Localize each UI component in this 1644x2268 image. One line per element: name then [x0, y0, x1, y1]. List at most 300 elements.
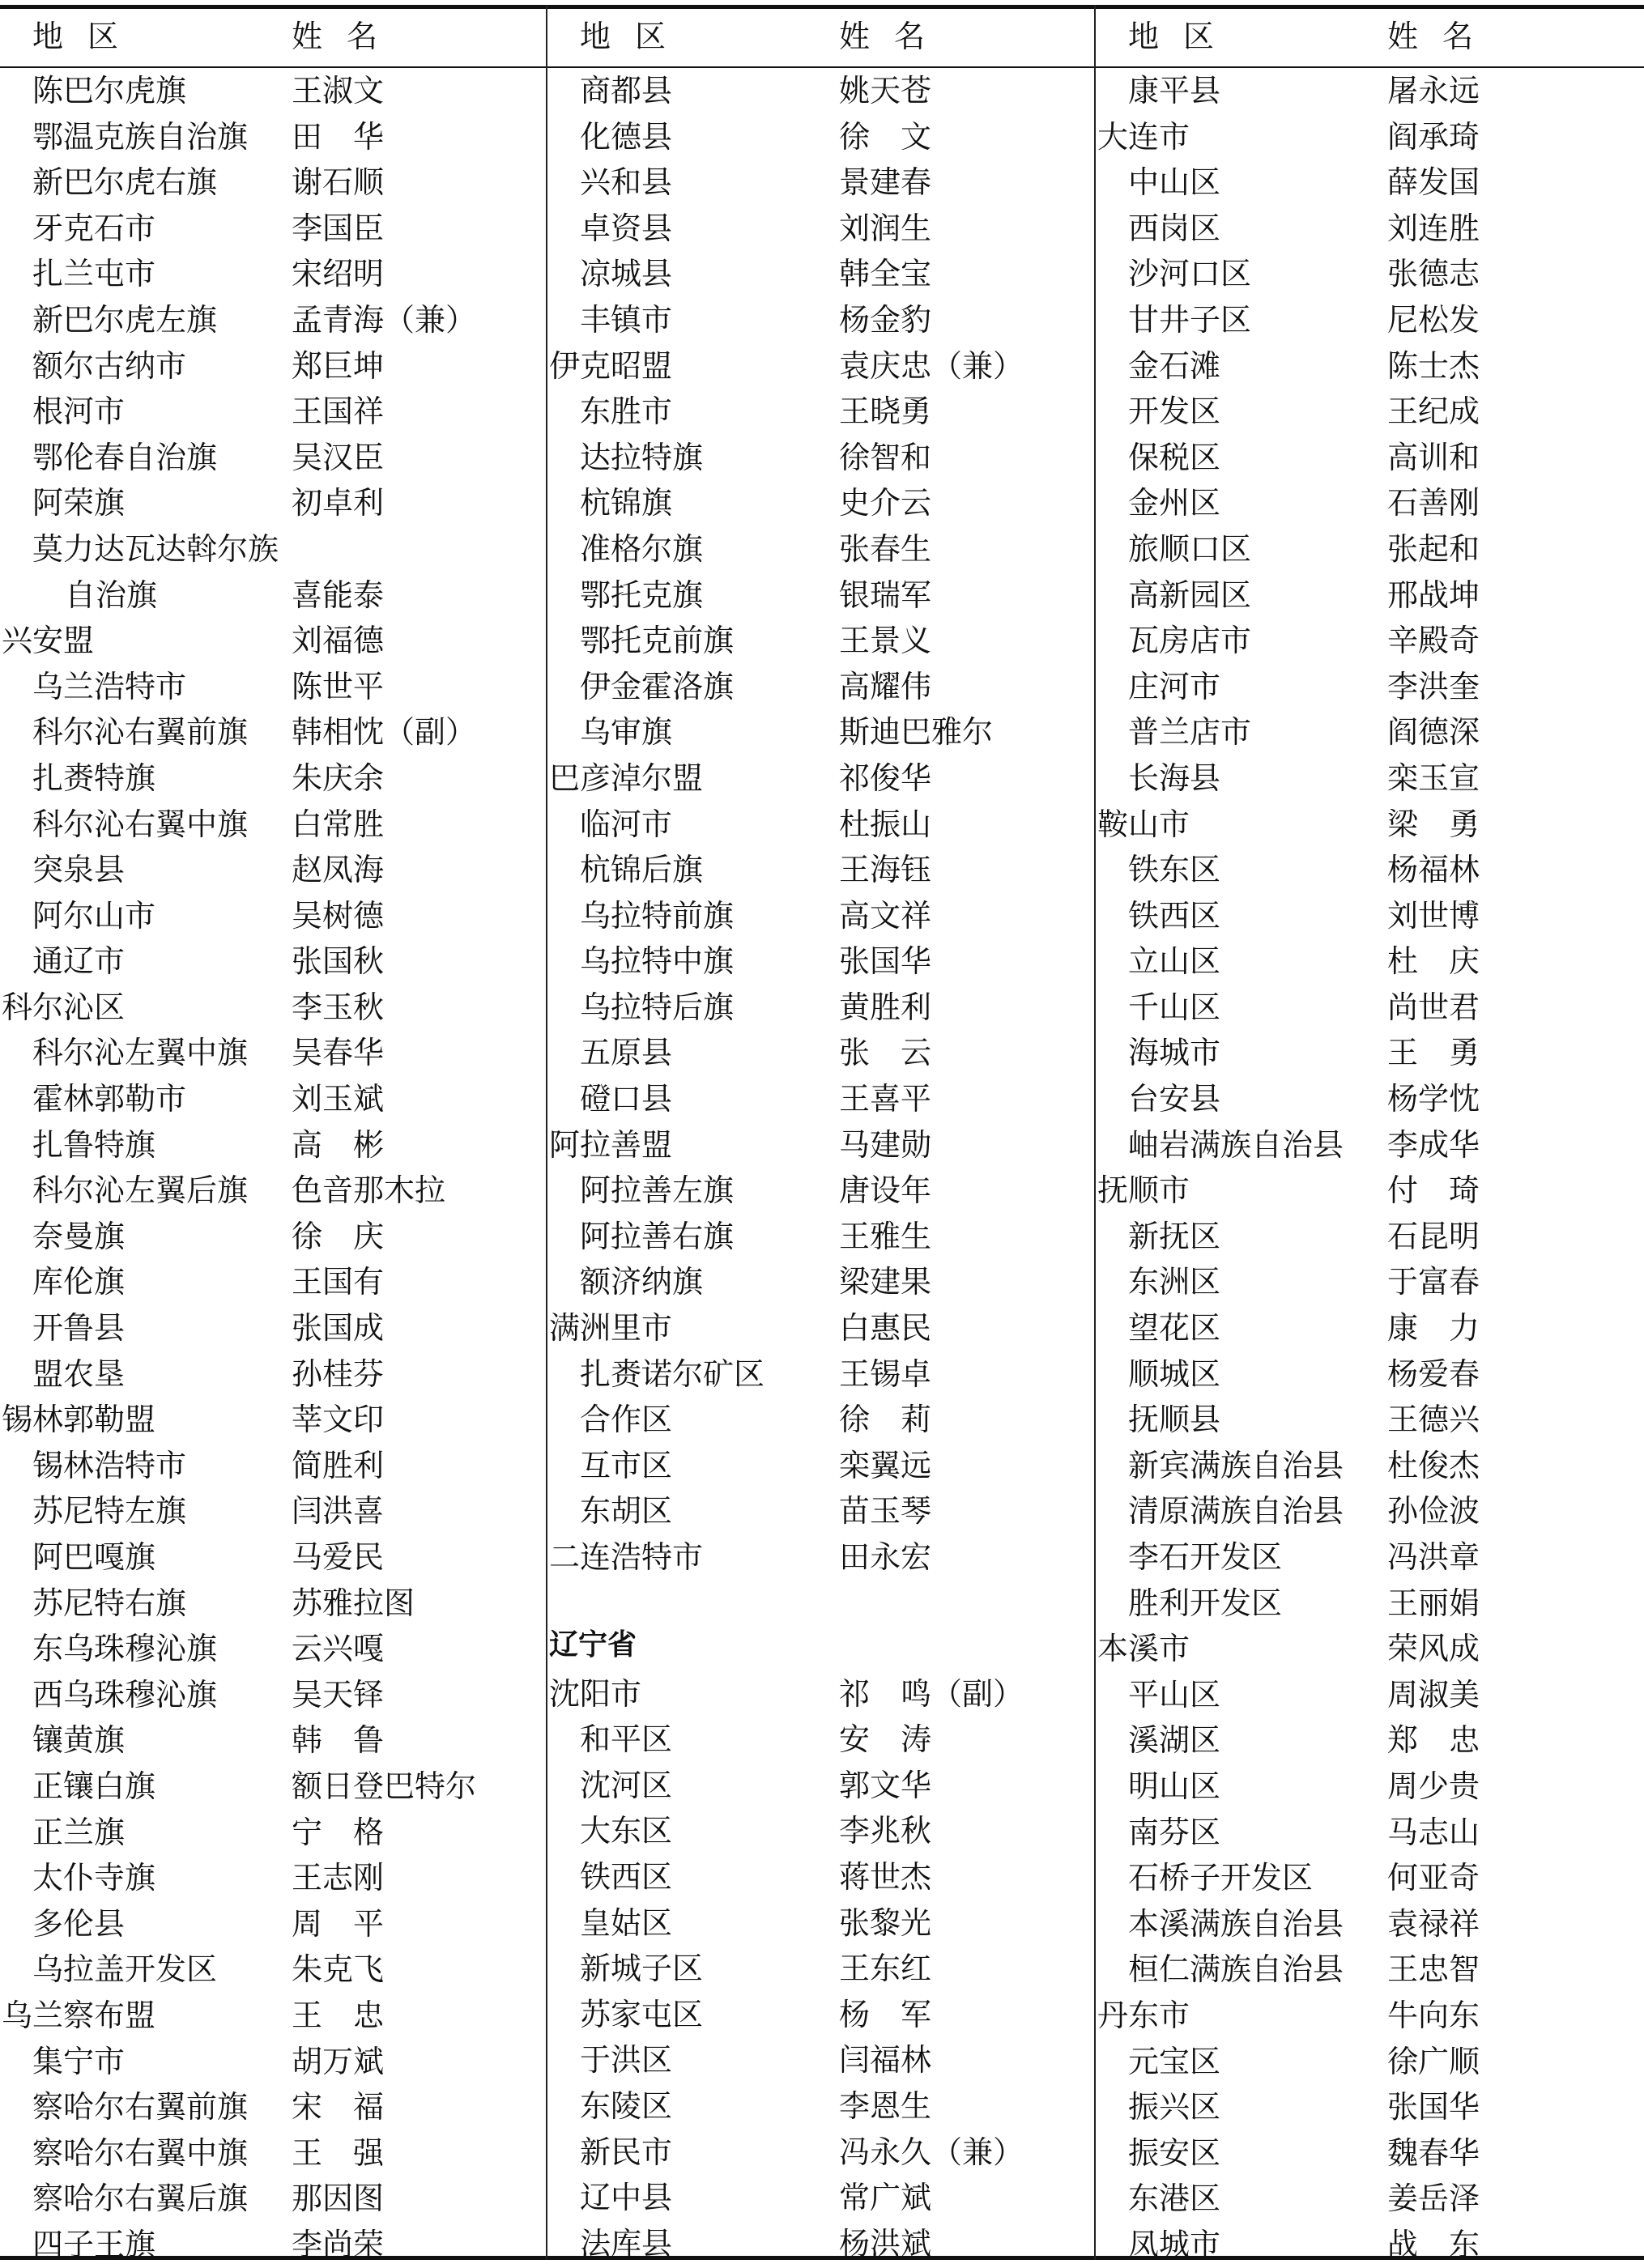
region-cell: 巴彦淖尔盟: [549, 760, 704, 796]
region-cell: 千山区: [1128, 989, 1221, 1025]
table-row: [547, 1441, 1094, 1487]
table-row: [1096, 2220, 1644, 2266]
table-row: [0, 891, 546, 938]
table-row: [1096, 616, 1644, 662]
table-row: [1096, 296, 1644, 342]
name-cell: 徐 文: [839, 118, 932, 155]
name-cell: 王海钰: [839, 852, 932, 888]
name-cell: 王纪成: [1387, 394, 1480, 430]
table-row: [547, 1212, 1094, 1258]
table-row: [1096, 891, 1644, 938]
region-cell: 清原满族自治县: [1128, 1493, 1344, 1530]
province-heading: [547, 1606, 1094, 1670]
region-cell: 准格尔旗: [580, 530, 704, 567]
table-row: [547, 1670, 1094, 1716]
region-cell: 西岗区: [1128, 210, 1221, 246]
region-cell: 兴和县: [580, 164, 673, 201]
region-cell: 金石滩: [1128, 347, 1221, 384]
table-row: [547, 1715, 1094, 1761]
table-row: [0, 1716, 546, 1762]
name-cell: 赵凤海: [292, 852, 385, 888]
region-cell: 乌拉特前旗: [580, 897, 735, 934]
name-cell: 于富春: [1387, 1264, 1480, 1300]
table-row: [1096, 937, 1644, 983]
table-row: [547, 113, 1094, 159]
name-cell: 王 忠: [292, 1997, 385, 2033]
table-row: [0, 1487, 546, 1533]
name-cell: 吴春华: [292, 1035, 385, 1071]
region-cell: 扎赉诺尔矿区: [580, 1355, 765, 1392]
name-cell: 姜岳泽: [1387, 2181, 1480, 2217]
table-row: [547, 1487, 1094, 1533]
name-cell: 付 琦: [1387, 1172, 1480, 1209]
region-cell: 沙河口区: [1128, 256, 1252, 292]
region-cell: 太仆寺旗: [32, 1860, 156, 1896]
name-cell: 刘福德: [292, 623, 385, 659]
region-cell: 合作区: [580, 1402, 673, 1438]
table-row: [1096, 845, 1644, 891]
region-cell: 平山区: [1128, 1676, 1221, 1713]
name-cell: 杨金豹: [839, 301, 932, 338]
region-cell: 陈巴尔虎旗: [32, 73, 187, 109]
region-cell: 振安区: [1128, 2134, 1221, 2171]
table-row: [0, 1395, 546, 1441]
region-cell: 大东区: [580, 1813, 673, 1849]
table-row: [0, 1074, 546, 1121]
region-cell: 商都县: [580, 73, 673, 109]
table-row: [547, 571, 1094, 617]
region-cell: 岫岩满族自治县: [1128, 1126, 1344, 1163]
table-row: [1096, 1579, 1644, 1625]
name-cell: 高 彬: [292, 1126, 385, 1163]
region-cell: 正镶白旗: [32, 1768, 156, 1804]
table-row: [547, 66, 1094, 113]
name-cell: 康 力: [1387, 1310, 1480, 1347]
table-row: [547, 662, 1094, 708]
region-cell: 新宾满族自治县: [1128, 1447, 1344, 1483]
name-cell: 刘世博: [1387, 897, 1480, 934]
name-cell: 张黎光: [839, 1904, 932, 1941]
region-cell: 本溪满族自治县: [1128, 1905, 1344, 1942]
name-cell: 王 勇: [1387, 1035, 1480, 1071]
table-row: [0, 983, 546, 1029]
region-cell: 望花区: [1128, 1310, 1221, 1347]
name-cell: 何亚奇: [1387, 1860, 1480, 1896]
name-cell: 孟青海（兼）: [292, 301, 477, 338]
region-cell: 乌审旗: [580, 714, 673, 751]
region-cell: 正兰旗: [32, 1814, 126, 1850]
name-cell: 李国臣: [292, 210, 385, 246]
region-cell: 鄂托克旗: [580, 577, 704, 613]
region-cell: 明山区: [1128, 1768, 1221, 1804]
name-cell: 陈世平: [292, 668, 385, 704]
column-header-region: 地区: [32, 19, 143, 54]
table-row: [1096, 1533, 1644, 1579]
table-row: [1096, 1304, 1644, 1350]
region-cell: 旅顺口区: [1128, 530, 1252, 567]
region-cell: 康平县: [1128, 73, 1221, 109]
table-row: [547, 387, 1094, 433]
region-cell: 乌兰察布盟: [2, 1997, 156, 2033]
region-cell: 扎鲁特旗: [32, 1126, 156, 1163]
name-cell: 阎承琦: [1387, 118, 1480, 155]
region-cell: 额尔古纳市: [32, 347, 187, 384]
name-cell: 祁俊华: [839, 760, 932, 796]
name-cell: 王德兴: [1387, 1402, 1480, 1438]
name-cell: 宋 福: [292, 2089, 385, 2125]
table-row: [0, 2083, 546, 2129]
region-cell: 开发区: [1128, 394, 1221, 430]
region-cell: 新巴尔虎左旗: [32, 301, 218, 338]
name-cell: 李兆秋: [839, 1813, 932, 1849]
table-row: [1096, 2037, 1644, 2083]
name-cell: 胡万斌: [292, 2043, 385, 2079]
name-cell: 李恩生: [839, 2087, 932, 2124]
row-spacer: [547, 1579, 1094, 1606]
table-row: [547, 204, 1094, 250]
table-row: [0, 1762, 546, 1808]
name-cell: 苗玉琴: [839, 1493, 932, 1530]
region-cell: 凉城县: [580, 256, 673, 292]
table-row: [1096, 249, 1644, 296]
region-cell: 元宝区: [1128, 2043, 1221, 2079]
table-row: [547, 800, 1094, 846]
name-cell: 李成华: [1387, 1126, 1480, 1163]
table-row: [0, 158, 546, 204]
region-cell: 扎兰屯市: [32, 256, 156, 292]
region-cell: 法库县: [580, 2225, 673, 2262]
name-cell: 孙桂芬: [292, 1355, 385, 1392]
region-cell: 沈河区: [580, 1767, 673, 1803]
name-cell: 梁 勇: [1387, 806, 1480, 842]
name-cell: 栾翼远: [839, 1447, 932, 1483]
table-row: [0, 1441, 546, 1487]
region-cell: 苏家屯区: [580, 1996, 704, 2032]
name-cell: 姚天苍: [839, 73, 932, 109]
table-row: [547, 1257, 1094, 1304]
table-row: [0, 525, 546, 571]
table-row: [1096, 571, 1644, 617]
table-row: [547, 708, 1094, 754]
region-cell: 东陵区: [580, 2087, 673, 2124]
name-cell: 刘润生: [839, 210, 932, 246]
name-cell: 初卓利: [292, 485, 385, 521]
region-cell: 鄂托克前旗: [580, 623, 735, 659]
region-cell: 高新园区: [1128, 577, 1252, 613]
name-cell: 杨福林: [1387, 852, 1480, 888]
table-row: [1096, 1487, 1644, 1533]
table-row: [547, 754, 1094, 800]
name-cell: 韩相忱（副）: [292, 714, 477, 751]
region-cell: 磴口县: [580, 1081, 673, 1117]
name-cell: 韩 鲁: [292, 1722, 385, 1759]
name-cell: 荣风成: [1387, 1631, 1480, 1667]
region-cell: 新城子区: [580, 1951, 704, 1987]
region-cell: 东胡区: [580, 1493, 673, 1530]
name-cell: 徐 庆: [292, 1218, 385, 1254]
name-cell: 史介云: [839, 485, 932, 521]
region-cell: 互市区: [580, 1447, 673, 1483]
region-cell: 东洲区: [1128, 1264, 1221, 1300]
table-row: [1096, 1808, 1644, 1854]
name-cell: 王晓勇: [839, 394, 932, 430]
name-cell: 刘连胜: [1387, 210, 1480, 246]
name-cell: 高耀伟: [839, 668, 932, 704]
name-cell: 简胜利: [292, 1447, 385, 1483]
table-row: [1096, 1853, 1644, 1900]
table-row: [547, 1533, 1094, 1579]
region-cell: 集宁市: [32, 2043, 126, 2079]
region-cell: 顺城区: [1128, 1355, 1221, 1392]
table-row: [0, 204, 546, 250]
region-cell: 满洲里市: [549, 1310, 673, 1347]
name-cell: 邢战坤: [1387, 577, 1480, 613]
region-cell: 胜利开发区: [1128, 1585, 1283, 1621]
table-row: [0, 1579, 546, 1625]
name-cell: 杨 军: [839, 1996, 932, 2032]
table-row: [547, 1121, 1094, 1167]
name-cell: 孙俭波: [1387, 1493, 1480, 1530]
column-header-name: 姓名: [292, 19, 402, 54]
name-cell: 魏春华: [1387, 2134, 1480, 2171]
name-cell: 王雅生: [839, 1218, 932, 1254]
region-cell: 卓资县: [580, 210, 673, 246]
name-cell: 闫洪喜: [292, 1493, 385, 1530]
table-row: [0, 754, 546, 800]
table-row: [0, 2220, 546, 2266]
table-row: [0, 1533, 546, 1579]
region-cell: 阿拉善左旗: [580, 1172, 735, 1209]
column-header-region: 地区: [1128, 19, 1239, 54]
region-cell: 台安县: [1128, 1081, 1221, 1117]
name-cell: 梁建果: [839, 1264, 932, 1300]
table-row: [0, 342, 546, 388]
name-cell: 斯迪巴雅尔: [839, 714, 994, 751]
table-row: [0, 1257, 546, 1304]
table-row: [547, 1990, 1094, 2036]
region-cell: 察哈尔右翼前旗: [32, 2089, 249, 2125]
table-row: [1096, 1716, 1644, 1762]
table-row: [0, 1304, 546, 1350]
name-cell: 蒋世杰: [839, 1858, 932, 1895]
region-cell: 杭锦旗: [580, 485, 673, 521]
region-cell: 瓦房店市: [1128, 623, 1252, 659]
name-cell: 吴天铎: [292, 1676, 385, 1713]
table-row: [0, 1991, 546, 2037]
table-row: [547, 2173, 1094, 2219]
table-row: [0, 387, 546, 433]
region-cell: 甘井子区: [1128, 301, 1252, 338]
name-cell: 尚世君: [1387, 989, 1480, 1025]
region-cell: 新抚区: [1128, 1218, 1221, 1254]
region-cell: 保税区: [1128, 439, 1221, 475]
name-cell: 徐智和: [839, 439, 932, 475]
name-cell: 色音那木拉: [292, 1172, 446, 1209]
table-row: [1096, 1166, 1644, 1212]
table-column-2: [547, 0, 1094, 2262]
region-cell: 鄂伦春自治旗: [32, 439, 218, 475]
table-row: [0, 1121, 546, 1167]
region-cell: 铁东区: [1128, 852, 1221, 888]
region-cell: 东港区: [1128, 2181, 1221, 2217]
table-row: [0, 1166, 546, 1212]
region-cell: 临河市: [580, 806, 673, 842]
table-row: [1096, 66, 1644, 113]
name-cell: 莘文印: [292, 1402, 385, 1438]
name-cell: 白常胜: [292, 806, 385, 842]
region-cell: 苏尼特左旗: [32, 1493, 187, 1530]
table-row: [0, 1853, 546, 1900]
name-cell: 苏雅拉图: [292, 1585, 415, 1621]
table-row: [1096, 1257, 1644, 1304]
region-cell: 皇姑区: [580, 1904, 673, 1941]
region-cell: 庄河市: [1128, 668, 1221, 704]
table-row: [1096, 1028, 1644, 1074]
region-cell: 桓仁满族自治县: [1128, 1951, 1344, 1988]
table-row: [547, 479, 1094, 525]
region-cell: 兴安盟: [2, 623, 95, 659]
name-cell: 王志刚: [292, 1860, 385, 1896]
table-row: [1096, 1350, 1644, 1396]
table-row: [547, 937, 1094, 983]
region-cell: 杭锦后旗: [580, 852, 704, 888]
region-cell: 沈阳市: [549, 1675, 642, 1712]
column-header-name: 姓名: [839, 19, 950, 54]
name-cell: 杨洪斌: [839, 2225, 932, 2262]
name-cell: 常广斌: [839, 2180, 932, 2216]
name-cell: 张国秋: [292, 943, 385, 980]
name-cell: 张德志: [1387, 256, 1480, 292]
table-row: [547, 2036, 1094, 2082]
name-cell: 袁庆忠（兼）: [839, 347, 1024, 384]
region-cell: 科尔沁右翼中旗: [32, 806, 249, 842]
name-cell: 郑 忠: [1387, 1722, 1480, 1759]
region-cell: 本溪市: [1097, 1631, 1190, 1667]
region-cell: 霍林郭勒市: [32, 1081, 187, 1117]
region-cell: 李石开发区: [1128, 1539, 1283, 1575]
name-cell: 那因图: [292, 2181, 385, 2217]
region-cell: 鄂温克族自治旗: [32, 118, 249, 155]
region-cell: 鞍山市: [1097, 806, 1190, 842]
name-cell: 喜能泰: [292, 577, 385, 613]
table-row: [1096, 1212, 1644, 1258]
region-cell: 察哈尔右翼中旗: [32, 2134, 249, 2171]
table-row: [0, 2037, 546, 2083]
table-row: [547, 1944, 1094, 1990]
table-row: [1096, 800, 1644, 846]
name-cell: 战 东: [1387, 2226, 1480, 2262]
region-cell: 铁西区: [1128, 897, 1221, 934]
region-cell: 辽宁省: [549, 1628, 637, 1662]
table-row: [1096, 1670, 1644, 1717]
name-cell: 白惠民: [839, 1310, 932, 1347]
region-cell: 科尔沁右翼前旗: [32, 714, 249, 751]
region-cell: 金州区: [1128, 485, 1221, 521]
table-row: [1096, 983, 1644, 1029]
region-cell: 乌拉特后旗: [580, 989, 735, 1025]
name-cell: 杨爱春: [1387, 1355, 1480, 1392]
name-cell: 薛发国: [1387, 164, 1480, 201]
name-cell: 张起和: [1387, 530, 1480, 567]
name-cell: 王丽娟: [1387, 1585, 1480, 1621]
region-cell: 镶黄旗: [32, 1722, 126, 1759]
name-cell: 谢石顺: [292, 164, 385, 201]
table-row: [1096, 387, 1644, 433]
table-row: [547, 2219, 1094, 2266]
name-cell: 宁 格: [292, 1814, 385, 1850]
name-cell: 王锡卓: [839, 1355, 932, 1392]
region-cell: 多伦县: [32, 1905, 126, 1942]
name-cell: 刘玉斌: [292, 1081, 385, 1117]
region-cell: 牙克石市: [32, 210, 156, 246]
column-header-region: 地区: [580, 19, 691, 54]
name-cell: 黄胜利: [839, 989, 932, 1025]
table-row: [547, 1028, 1094, 1074]
region-cell: 二连浩特市: [549, 1539, 704, 1575]
region-cell: 长海县: [1128, 760, 1221, 796]
name-cell: 杨学忱: [1387, 1081, 1480, 1117]
name-cell: 王国有: [292, 1264, 385, 1300]
table-row: [0, 571, 546, 617]
table-row: [0, 1624, 546, 1670]
table-row: [0, 1350, 546, 1396]
table-row: [547, 525, 1094, 571]
name-cell: 额日登巴特尔: [292, 1768, 477, 1804]
region-cell: 苏尼特右旗: [32, 1585, 187, 1621]
table-row: [1096, 2129, 1644, 2175]
table-row: [0, 2129, 546, 2175]
name-cell: 张 云: [839, 1035, 932, 1071]
name-cell: 银瑞军: [839, 577, 932, 613]
name-cell: 李洪奎: [1387, 668, 1480, 704]
name-cell: 李玉秋: [292, 989, 385, 1025]
region-cell: 抚顺县: [1128, 1402, 1221, 1438]
region-cell: 大连市: [1097, 118, 1190, 155]
table-row: [547, 983, 1094, 1029]
region-cell: 中山区: [1128, 164, 1221, 201]
region-cell: 科尔沁左翼后旗: [32, 1172, 249, 1209]
table-row: [1096, 1900, 1644, 1946]
name-cell: 马建勋: [839, 1126, 932, 1163]
table-row: [1096, 1762, 1644, 1808]
table-row: [547, 1166, 1094, 1212]
region-cell: 乌拉盖开发区: [32, 1951, 218, 1988]
region-cell: 额济纳旗: [580, 1264, 704, 1300]
table-row: [1096, 2174, 1644, 2220]
name-cell: 祁 鸣（副）: [839, 1675, 1024, 1712]
table-row: [1096, 662, 1644, 708]
name-cell: 徐广顺: [1387, 2043, 1480, 2079]
name-cell: 牛向东: [1387, 1997, 1480, 2033]
region-cell: 开鲁县: [32, 1310, 126, 1347]
region-cell: 丰镇市: [580, 301, 673, 338]
region-cell: 乌兰浩特市: [32, 668, 187, 704]
name-cell: 王喜平: [839, 1081, 932, 1117]
table-row: [0, 1945, 546, 1991]
table-row: [0, 433, 546, 479]
table-row: [1096, 1991, 1644, 2037]
region-cell: 抚顺市: [1097, 1172, 1190, 1209]
name-cell: 马爱民: [292, 1539, 385, 1575]
table-row: [0, 1900, 546, 1946]
table-column-3: [1096, 0, 1644, 2262]
table-row: [1096, 1624, 1644, 1670]
table-row: [0, 113, 546, 159]
region-cell: 科尔沁左翼中旗: [32, 1035, 249, 1071]
region-cell: 阿尔山市: [32, 897, 156, 934]
table-row: [547, 1074, 1094, 1121]
table-row: [547, 1304, 1094, 1350]
